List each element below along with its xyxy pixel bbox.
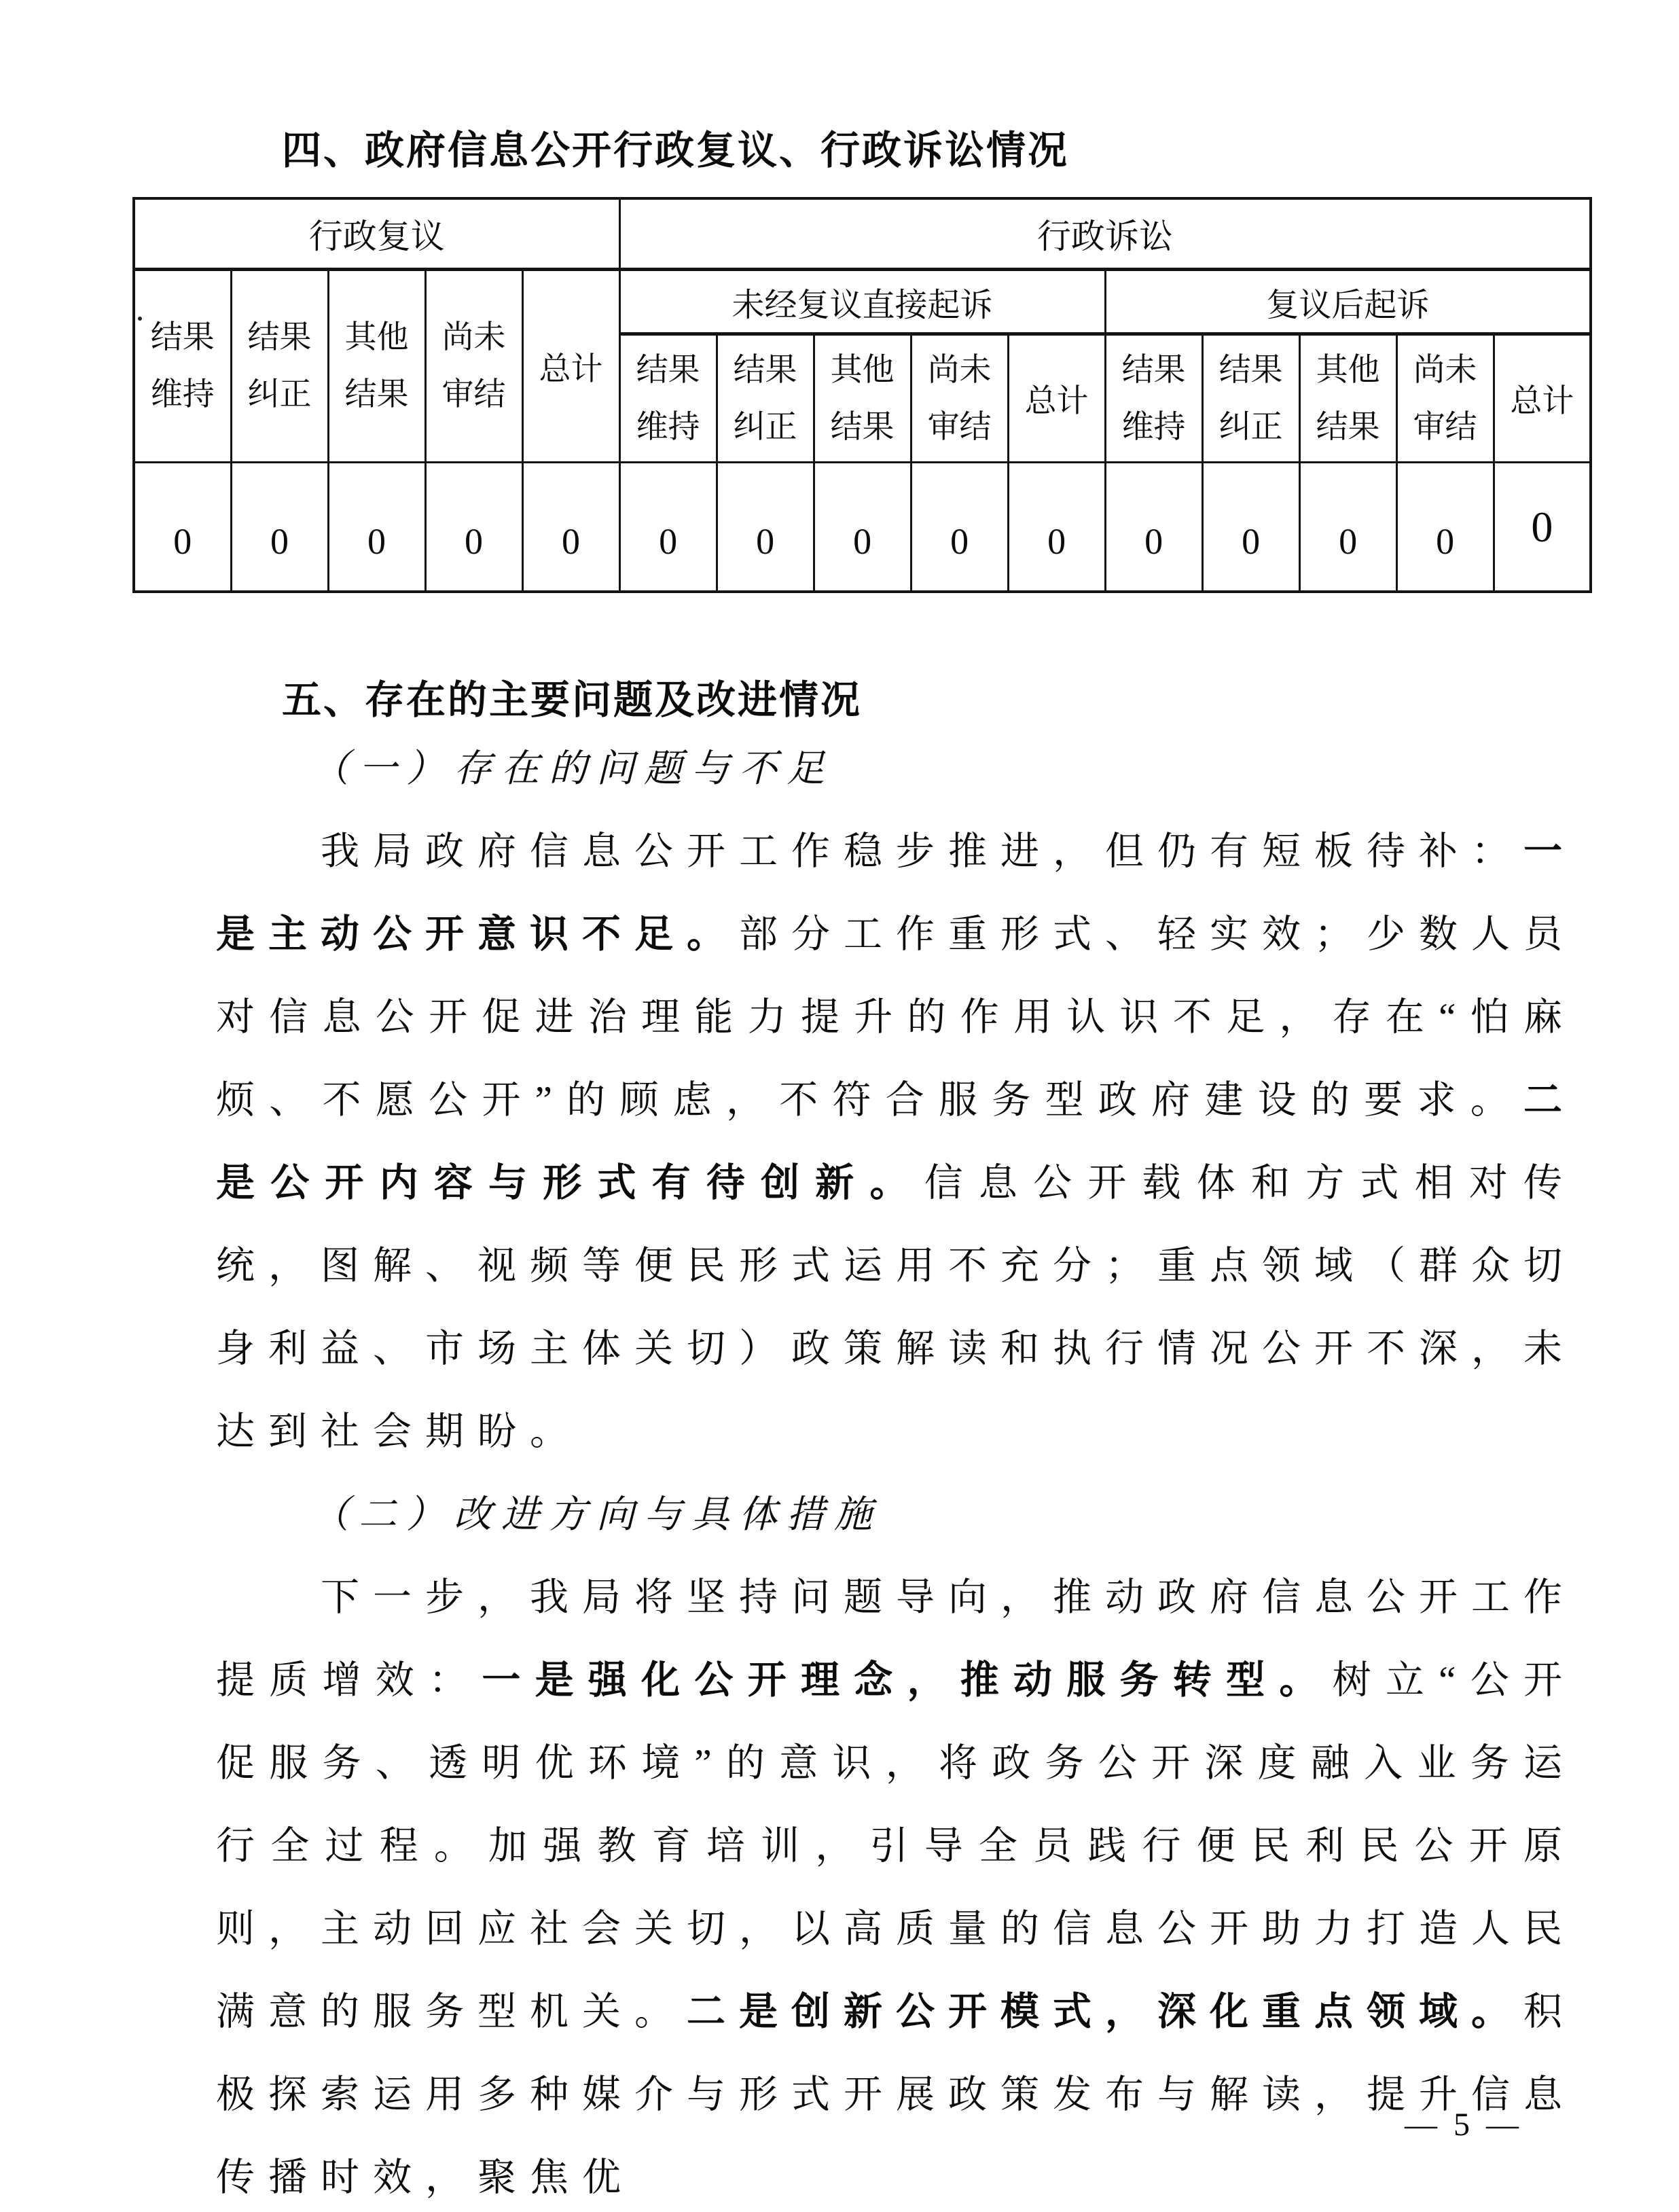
paragraph-improvements: 下一步，我局将坚持问题导向，推动政府信息公开工作提质增效：一是强化公开理念，推动服务转型。树立“公开促服务、透明优环境”的意识，将政务公开深度融入业务运行全过程。加强教育培训，引导全员践行便民利民公开原则，主动回应社会关切，以高质量的信息公开助力打造人民满意的服务型机关。二是创新公开模式，深化重点领域。积极探索运用多种媒介与形式开展政策发布与解读，提升信息传播时效，聚焦优 (216, 1576, 1576, 2199)
table-colhead-result-upheld: 结果 维持 (1105, 334, 1202, 463)
table-colhead-other-result: 其他 结果 (814, 334, 911, 463)
table-value-cell: 0 (814, 463, 911, 592)
subsection2-heading: （二）改进方向与具体措施 (311, 1494, 882, 1536)
table-colhead-result-upheld: 结果 维持 (619, 334, 717, 463)
section5-heading: 五、存在的主要问题及改进情况 (282, 678, 863, 722)
table-colhead-result-upheld: 结果 维持 (134, 270, 231, 463)
table-value-cell: 0 (911, 463, 1008, 592)
table-colhead-other-result: 其他 结果 (1299, 334, 1396, 463)
subsection1-heading: （一）存在的问题与不足 (311, 748, 834, 790)
page-number: — 5 — (1405, 2107, 1523, 2143)
table-value-cell: 0 (619, 463, 717, 592)
table-colhead-total: 总计 (1008, 334, 1105, 463)
table-value-cell: 0 (328, 463, 425, 592)
table-value-cell: 0 (231, 463, 328, 592)
table-value-cell: 0 (134, 463, 231, 592)
table-value-cell: 0 (1494, 463, 1591, 592)
table-value-cell: 0 (1202, 463, 1299, 592)
table-value-cell: 0 (717, 463, 814, 592)
table-header-direct-suit: 未经复议直接起诉 (619, 270, 1105, 334)
table-header-litigation: 行政诉讼 (619, 198, 1591, 270)
table-colhead-pending: 尚未 审结 (1396, 334, 1494, 463)
table-colhead-result-corrected: 结果 纠正 (717, 334, 814, 463)
table-colhead-result-corrected: 结果 纠正 (1202, 334, 1299, 463)
table-colhead-result-corrected: 结果 纠正 (231, 270, 328, 463)
table-header-reconsideration: 行政复议 (134, 198, 619, 270)
table-colhead-other-result: 其他 结果 (328, 270, 425, 463)
table-colhead-pending: 尚未 审结 (425, 270, 522, 463)
paragraph-problems: 我局政府信息公开工作稳步推进，但仍有短板待补：一是主动公开意识不足。部分工作重形式、轻实效；少数人员对信息公开促进治理能力提升的作用认识不足，存在“怕麻烦、不愿公开”的顾虑，不符合服务型政府建设的要求。二是公开内容与形式有待创新。信息公开载体和方式相对传统，图解、视频等便民形式运用不充分；重点领域（群众切身利益、市场主体关切）政策解读和执行情况公开不深，未达到社会期盼。 (216, 830, 1576, 1453)
table-value-cell: 0 (1008, 463, 1105, 592)
table-colhead-pending: 尚未 审结 (911, 334, 1008, 463)
table-colhead-total: 总计 (522, 270, 619, 463)
table-header-after-reconsideration-suit: 复议后起诉 (1105, 270, 1591, 334)
table-value-cell: 0 (1105, 463, 1202, 592)
scan-artifact-dot (138, 317, 142, 321)
table-value-cell: 0 (425, 463, 522, 592)
section4-heading: 四、政府信息公开行政复议、行政诉讼情况 (282, 128, 1070, 173)
table-value-cell: 0 (1396, 463, 1494, 592)
table-value-cell: 0 (1299, 463, 1396, 592)
reconsideration-litigation-table (132, 197, 1592, 593)
table-colhead-total: 总计 (1494, 334, 1591, 463)
table-value-cell: 0 (522, 463, 619, 592)
body-text-column (216, 673, 1576, 2212)
